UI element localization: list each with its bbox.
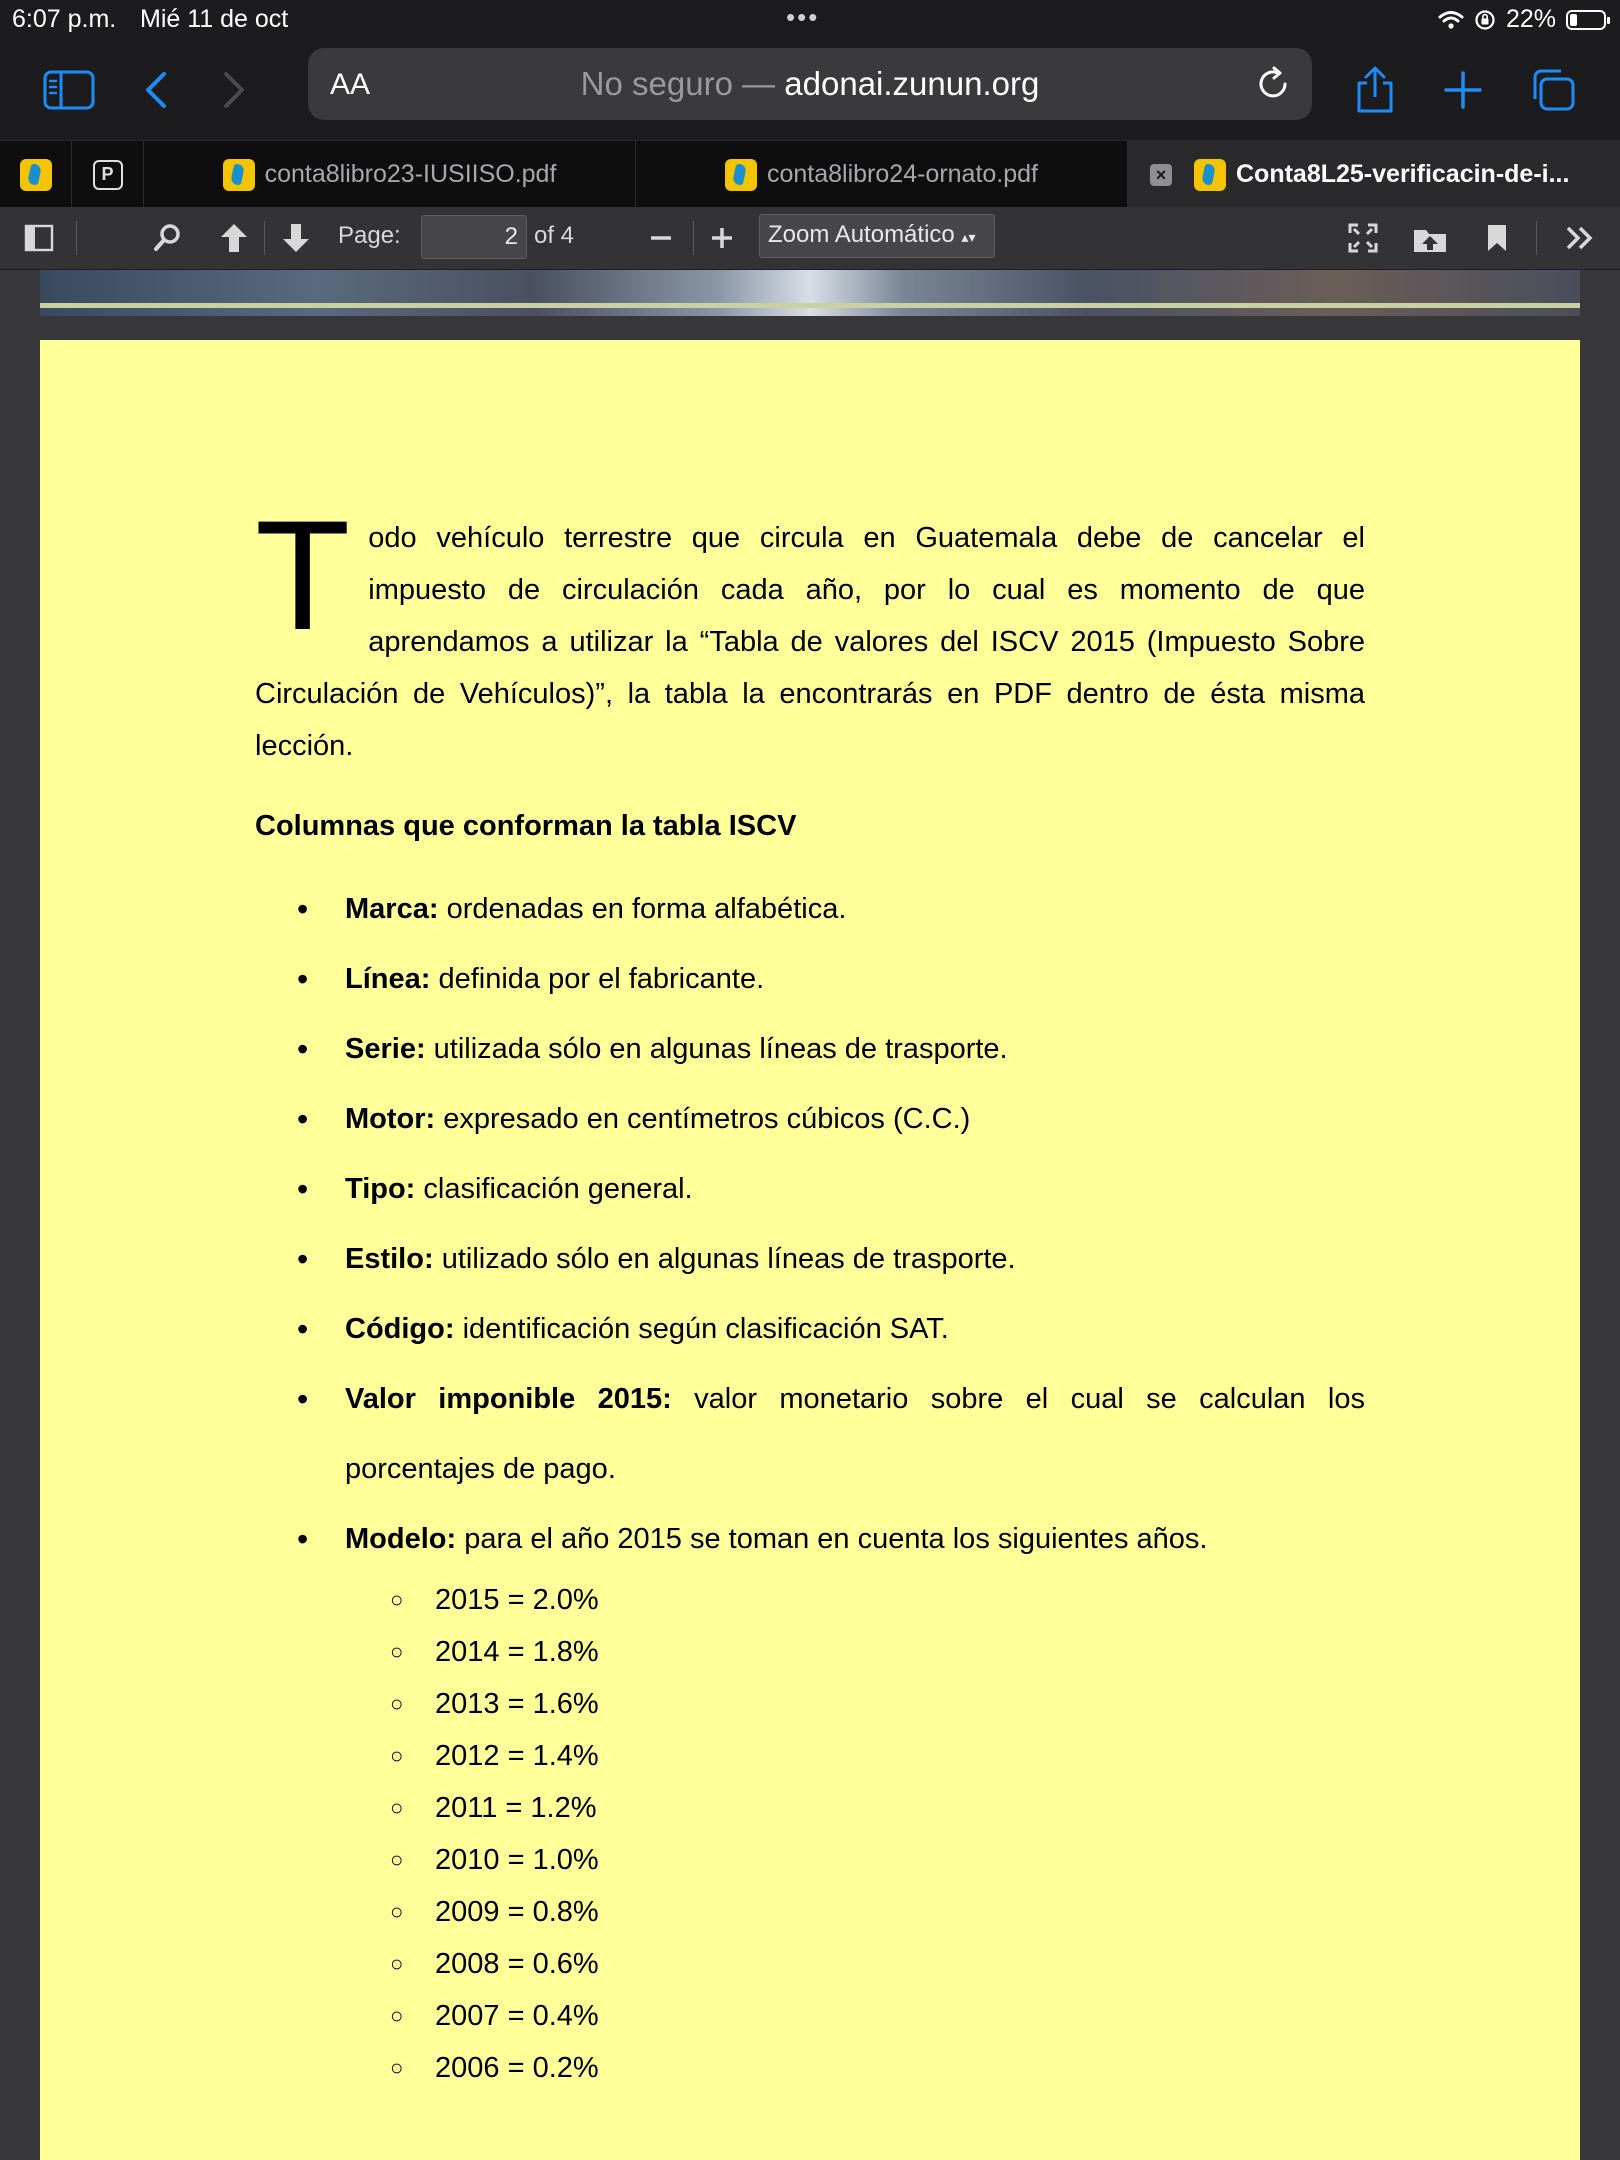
plus-icon [709, 225, 735, 251]
intro-paragraph [255, 489, 1365, 772]
fullscreen-icon [1348, 223, 1378, 253]
wifi-icon [1438, 10, 1464, 30]
intro-text: odo vehículo terrestre que circula en Guatemala debe de cancelar el impuesto de circulación cada año, por lo cual es momento de que aprendamos a utilizar la “Tabla de valores del ISCV 2015 (Impuesto Sobre Circulación de Vehículos)”, la tabla la encontrarás en PDF dentro de ésta misma lección. [255, 522, 1365, 762]
list-item [255, 1294, 1365, 1364]
battery-level [1570, 14, 1577, 26]
back-button[interactable] [138, 40, 174, 140]
sidebar-toggle-button[interactable] [40, 40, 98, 140]
forward-button[interactable] [216, 40, 252, 140]
open-file-icon [1412, 222, 1448, 254]
fields-list [255, 874, 1365, 1574]
chevron-left-icon [143, 70, 169, 110]
zoom-select[interactable] [759, 214, 995, 258]
battery-icon [1566, 10, 1606, 30]
field-term: Motor: [345, 1103, 436, 1135]
tab-label: conta8libro24-ornato.pdf [766, 160, 1039, 188]
field-desc: utilizada sólo en algunas líneas de trasporte. [433, 1033, 1008, 1065]
toggle-sidebar-button[interactable] [20, 207, 58, 269]
site-favicon-icon [725, 159, 757, 191]
text-size-button[interactable]: AA [330, 68, 371, 101]
tab-conta8libro24[interactable] [636, 141, 1128, 208]
field-term: Serie: [345, 1033, 426, 1065]
model-years-list [255, 1574, 1365, 2094]
status-date: Mié 11 de oct [140, 5, 289, 33]
pinned-letter-icon: P [93, 160, 123, 190]
site-favicon-icon [223, 159, 255, 191]
field-desc: valor monetario sobre el cual se calculan los porcentajes de pago. [345, 1383, 1365, 1485]
field-desc: ordenadas en forma alfabética. [446, 893, 847, 925]
share-button[interactable] [1352, 40, 1398, 140]
list-item [255, 874, 1365, 944]
reload-icon[interactable] [1254, 64, 1292, 104]
multitasking-dots-icon[interactable]: ••• [786, 2, 820, 32]
tab-conta8libro23[interactable] [144, 141, 636, 208]
field-term: Marca: [345, 893, 439, 925]
page-label: Page: [338, 222, 401, 249]
list-item [255, 1084, 1365, 1154]
list-item: ○ 2013 = 1.6% [255, 1678, 1365, 1730]
list-item: ○ 2006 = 0.2% [255, 2042, 1365, 2094]
tab-label: Conta8L25-verificacin-de-i... [1236, 160, 1570, 188]
section-heading: Columnas que conforman la tabla ISCV [255, 810, 797, 842]
browser-toolbar [0, 40, 1620, 140]
bookmark-button[interactable] [1482, 207, 1512, 269]
arrow-up-icon [219, 222, 249, 254]
plus-icon [1443, 70, 1483, 110]
list-item: ○ 2007 = 0.4% [255, 1990, 1365, 2042]
arrow-down-icon [281, 222, 311, 254]
drop-cap: T [255, 489, 351, 663]
search-icon [152, 223, 182, 253]
page-count: of 4 [534, 222, 575, 249]
find-button[interactable] [148, 207, 186, 269]
field-desc: identificación según clasificación SAT. [462, 1313, 949, 1345]
page-content [255, 489, 1365, 2094]
field-term: Modelo: [345, 1523, 457, 1555]
tab-label: conta8libro23-IUSIISO.pdf [264, 160, 557, 188]
next-page-button[interactable] [278, 207, 314, 269]
presentation-mode-button[interactable] [1346, 207, 1380, 269]
field-term: Valor imponible 2015: [345, 1383, 672, 1415]
minus-icon [648, 225, 674, 251]
list-item: ○ 2015 = 2.0% [255, 1574, 1365, 1626]
list-item: ○ 2012 = 1.4% [255, 1730, 1365, 1782]
field-term: Estilo: [345, 1243, 434, 1275]
close-tab-icon[interactable]: × [1150, 164, 1172, 186]
address-bar[interactable] [308, 48, 1312, 120]
list-item [255, 944, 1365, 1014]
orientation-lock-icon [1474, 9, 1496, 31]
select-arrows-icon: ▴▾ [961, 229, 976, 245]
tab-bar [0, 140, 1620, 208]
list-item [255, 1504, 1365, 1574]
list-item [255, 1014, 1365, 1084]
status-bar [0, 0, 1620, 40]
tab-conta8l25-active[interactable] [1128, 141, 1620, 208]
page-divider [40, 303, 1580, 308]
site-favicon-icon [1194, 159, 1226, 191]
list-item: ○ 2008 = 0.6% [255, 1938, 1365, 1990]
field-desc: expresado en centímetros cúbicos (C.C.) [443, 1103, 971, 1135]
field-desc: para el año 2015 se toman en cuenta los siguientes años. [464, 1523, 1208, 1555]
field-desc: utilizado sólo en algunas líneas de trasporte. [441, 1243, 1016, 1275]
site-favicon-icon [20, 159, 52, 191]
list-item: ○ 2014 = 1.8% [255, 1626, 1365, 1678]
pdf-page [40, 340, 1580, 2160]
zoom-out-button[interactable] [646, 207, 676, 269]
previous-page-image [40, 270, 1580, 316]
pinned-tab-1[interactable] [0, 141, 72, 208]
tab-overview-button[interactable] [1528, 40, 1578, 140]
list-item: ○ 2011 = 1.2% [255, 1782, 1365, 1834]
insecure-label: No seguro — [580, 65, 776, 102]
field-desc: clasificación general. [423, 1173, 693, 1205]
bookmark-icon [1486, 223, 1508, 253]
page-number-input[interactable] [421, 215, 527, 259]
status-indicators [1438, 5, 1606, 34]
tools-menu-button[interactable] [1562, 207, 1598, 269]
list-item: ○ 2010 = 1.0% [255, 1834, 1365, 1886]
previous-page-button[interactable] [216, 207, 252, 269]
list-item [255, 1154, 1365, 1224]
pdf-viewer[interactable] [0, 270, 1620, 2160]
address-domain: adonai.zunun.org [784, 65, 1040, 102]
new-tab-button[interactable] [1440, 40, 1486, 140]
field-term: Tipo: [345, 1173, 416, 1205]
share-icon [1353, 65, 1397, 115]
zoom-in-button[interactable] [707, 207, 737, 269]
address-url[interactable] [308, 65, 1312, 103]
list-item [255, 1224, 1365, 1294]
chevron-right-icon [221, 70, 247, 110]
battery-percentage: 22% [1505, 5, 1556, 33]
sidebar-icon [43, 70, 95, 110]
field-desc: definida por el fabricante. [438, 963, 765, 995]
tabs-icon [1529, 67, 1577, 113]
field-term: Código: [345, 1313, 455, 1345]
pdf-toolbar [0, 207, 1620, 270]
status-time: 6:07 p.m. [12, 5, 117, 33]
open-file-button[interactable] [1410, 207, 1450, 269]
list-item: ○ 2009 = 0.8% [255, 1886, 1365, 1938]
pinned-tab-2[interactable] [72, 141, 144, 208]
zoom-value: Zoom Automático [768, 221, 955, 248]
double-chevron-right-icon [1564, 224, 1596, 252]
sidebar-panel-icon [24, 224, 54, 252]
list-item [255, 1364, 1365, 1504]
field-term: Línea: [345, 963, 431, 995]
